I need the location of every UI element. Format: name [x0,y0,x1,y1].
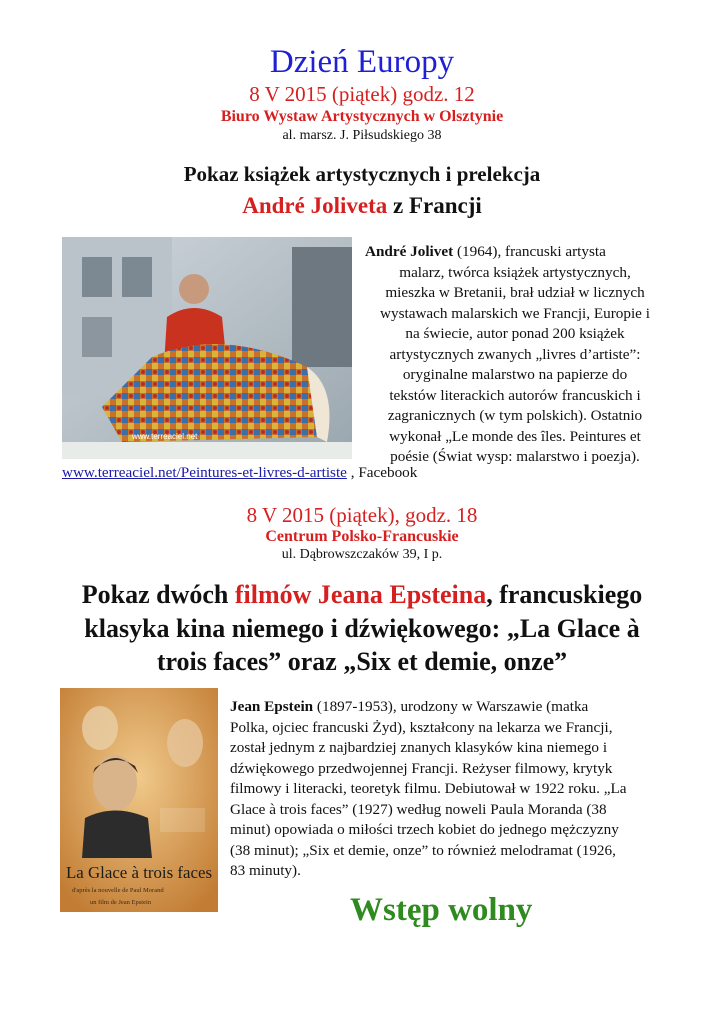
bio-line [365,242,665,263]
bio-line [230,697,670,718]
event2-address: ul. Dąbrowszczaków 39, I p. [281,547,443,562]
bio-line: poésie (Świat wysp: malarstwo i poezja). [390,448,640,465]
event2-heading-line3: trois faces” oraz „Six et demie, onze” [156,647,568,676]
event2-heading-line1 [0,580,724,610]
bio-line: wystawach malarskich we Francji, Europie i [380,304,650,322]
director-name: Jeana Epsteina [317,580,487,609]
bio-artist-name: André Jolivet [365,243,454,260]
artist-website-link[interactable]: www.terreaciel.net/Peintures-et-livres-d-artiste [62,464,347,481]
link-suffix: , Facebook [346,464,418,481]
bio-line: zagranicznych (w tym polskich). Ostatnio [387,407,643,424]
bio-line: oryginalne malarstwo na papierze do [402,366,628,383]
poster-director: un film de Jean Epstein [90,899,152,906]
event1-venue: Biuro Wystaw Artystycznych w Olsztynie [220,108,504,125]
free-entry-notice: Wstęp wolny [350,892,533,928]
bio-line: Polka, ojciec francuski Żyd), kształcony na lekarza we Francji, [230,718,613,736]
poster-subtitle: d'après la nouvelle de Paul Morand [72,887,164,894]
photo-watermark: www.terreaciel.net [132,432,198,441]
bio-line: tekstów literackich autorów francuskich i [389,386,641,404]
bio-line: malarz, twórca książek artystycznych, [399,263,631,281]
bio-line: (38 minut); „Six et demie, onze” to również melodramat (1926, [230,841,616,859]
event2-bio [230,697,670,882]
bio-line: na świecie, autor ponad 200 książek [405,325,625,342]
bio-line: dźwiękowego przedwojennej Francji. Reżyser filmowy, krytyk [230,759,613,777]
event2-heading-line2: klasyka kina niemego i dźwiękowego: „La Glace à [84,614,640,643]
bio-line: mieszka w Bretanii, brał udział w licznych [385,284,645,301]
bio-line: wykonał „Le monde des îles. Peintures et [389,427,641,445]
event2-venue: Centrum Polsko-Francuskie [265,528,459,545]
event1-link-line [62,463,662,484]
bio-line: został jednym z najbardziej znanych klasyków kina niemego i [230,739,608,756]
bio-line: minut) opowiada o miłości trzech kobiet do jednego mężczyzny [230,821,619,838]
event1-heading-suffix: z Francji [387,193,482,218]
event1-datetime: 8 V 2015 (piątek) godz. 12 [249,82,475,106]
event1-heading-line1: Pokaz książek artystycznych i prelekcja [183,162,541,186]
bio-line: 83 minuty). [230,862,301,879]
bio-director-name: Jean Epstein [230,698,314,715]
bio-text: (1964), francuski artysta [453,243,606,260]
bio-line: Glace à trois faces” (1927) według noweli Paula Moranda (38 [230,800,607,818]
bio-text: (1897-1953), urodzony w Warszawie (matka [313,698,589,715]
heading-films: filmów [234,580,318,609]
event1-artist-name: André Joliveta [242,193,388,218]
heading-rest: , francuskiego [486,580,643,609]
poster-title: La Glace à trois faces [66,863,212,882]
bio-line: filmowy i literacki, teoretyk filmu. Debiutował w 1922 roku. „La [230,780,627,797]
event1-bio [365,242,665,468]
event1-heading-line2 [0,193,724,219]
event2-datetime: 8 V 2015 (piątek), godz. 18 [246,503,478,527]
film-poster [60,688,218,912]
bio-line: artystycznych zwanych „livres d’artiste”: [389,345,641,363]
heading-pre: Pokaz dwóch [81,580,235,609]
page-title: Dzień Europy [269,44,455,80]
artist-photo [62,237,352,459]
event1-address: al. marsz. J. Piłsudskiego 38 [282,128,442,143]
